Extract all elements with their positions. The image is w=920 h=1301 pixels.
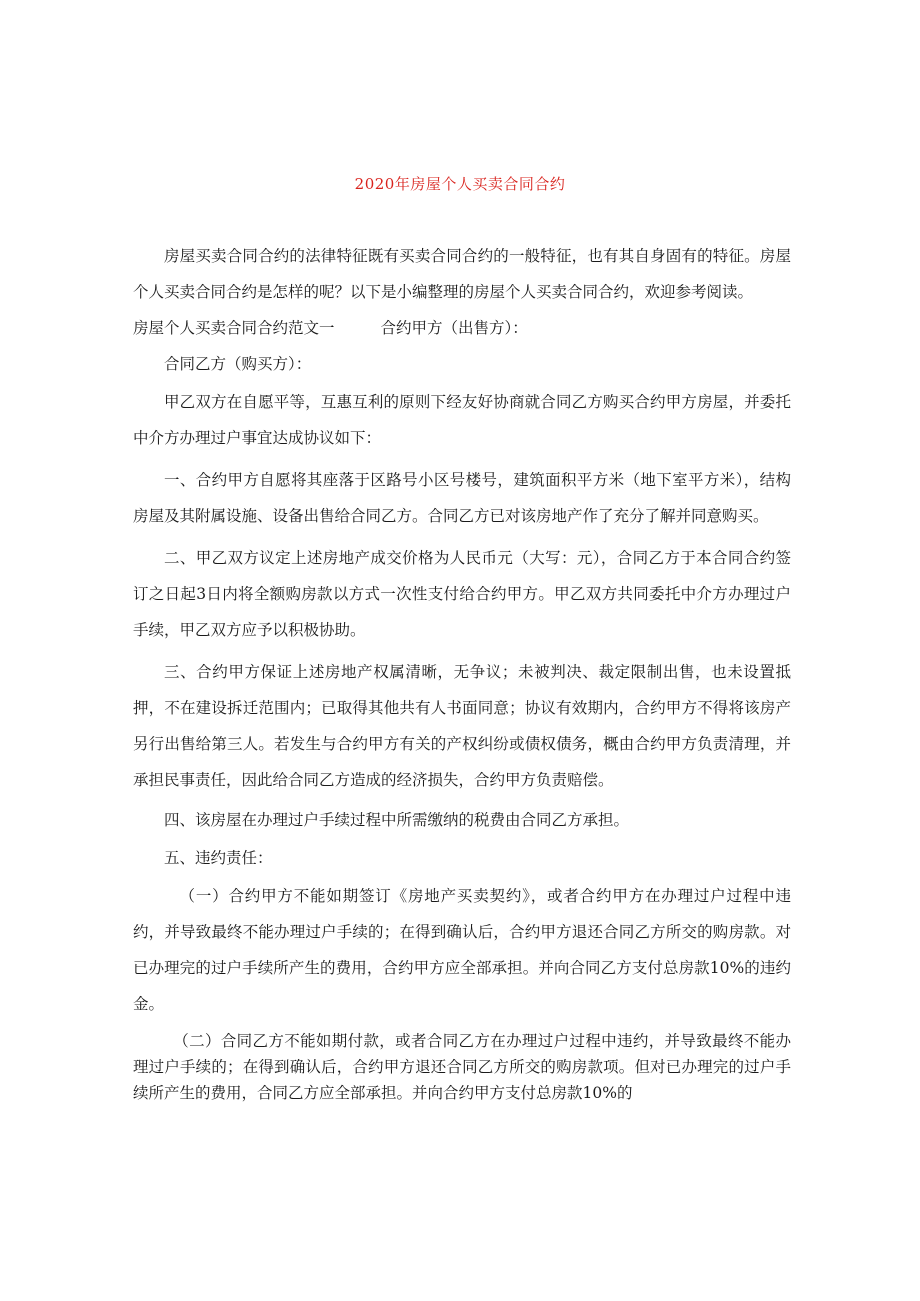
intro-paragraph: 房屋买卖合同合约的法律特征既有买卖合同合约的一般特征，也有其自身固有的特征。房屋个人买卖合同合约是怎样的呢？以下是小编整理的房屋个人买卖合同合约，欢迎参考阅读。 xyxy=(133,247,791,301)
document-body xyxy=(133,238,791,1106)
sample-heading: 房屋个人买卖合同合约范文一 xyxy=(133,319,335,337)
clause-3: 三、合约甲方保证上述房地产权属清晰，无争议；未被判决、裁定限制出售，也未设置抵押，不在建设拆迁范围内；已取得其他共有人书面同意；协议有效期内，合约甲方不得将该房产另行出售给第三人。若发生与合约甲方有关的产权纠纷或债权债务，概由合约甲方负责清理，并承担民事责任，因此给合同乙方造成的经济损失，合约甲方负责赔偿。 xyxy=(133,663,791,789)
clause-4: 四、该房屋在办理过户手续过程中所需缴纳的税费由合同乙方承担。 xyxy=(164,811,630,829)
breach-item-2: （二）合同乙方不能如期付款，或者合同乙方在办理过户过程中违约，并导致最终不能办理过户手续的；在得到确认后，合约甲方退还合同乙方所交的购房款项。但对已办理完的过户手续所产生的费用，合同乙方应全部承担。并向合约甲方支付总房款10%的 xyxy=(133,1032,791,1102)
breach-item-1: （一）合约甲方不能如期签订《房地产买卖契约》，或者合约甲方在办理过户过程中违约，并导致最终不能办理过户手续的；在得到确认后，合约甲方退还合同乙方所交的购房款。对已办理完的过户手续所产生的费用，合约甲方应全部承担。并向合同乙方支付总房款10%的违约金。 xyxy=(133,887,791,1013)
document-title: 2020年房屋个人买卖合同合约 xyxy=(354,175,566,193)
clause-2: 二、甲乙双方议定上述房地产成交价格为人民币元（大写：元），合同乙方于本合同合约签订之日起3日内将全额购房款以方式一次性支付给合约甲方。甲乙双方共同委托中介方办理过户手续，甲乙双方应予以积极协助。 xyxy=(133,549,791,639)
heading-spacer xyxy=(335,310,381,346)
party-b-label: 合同乙方（购买方）： xyxy=(164,355,312,373)
party-a-label: 合约甲方（出售方）： xyxy=(380,319,528,337)
clause-1: 一、合约甲方自愿将其座落于区路号小区号楼号，建筑面积平方米（地下室平方米），结构房屋及其附属设施、设备出售给合同乙方。合同乙方已对该房地产作了充分了解并同意购买。 xyxy=(133,471,791,525)
preamble-paragraph: 甲乙双方在自愿平等，互惠互利的原则下经友好协商就合同乙方购买合约甲方房屋，并委托中介方办理过户事宜达成协议如下： xyxy=(133,393,791,447)
clause-5: 五、违约责任： xyxy=(164,849,273,867)
sample-heading-line xyxy=(133,310,791,346)
